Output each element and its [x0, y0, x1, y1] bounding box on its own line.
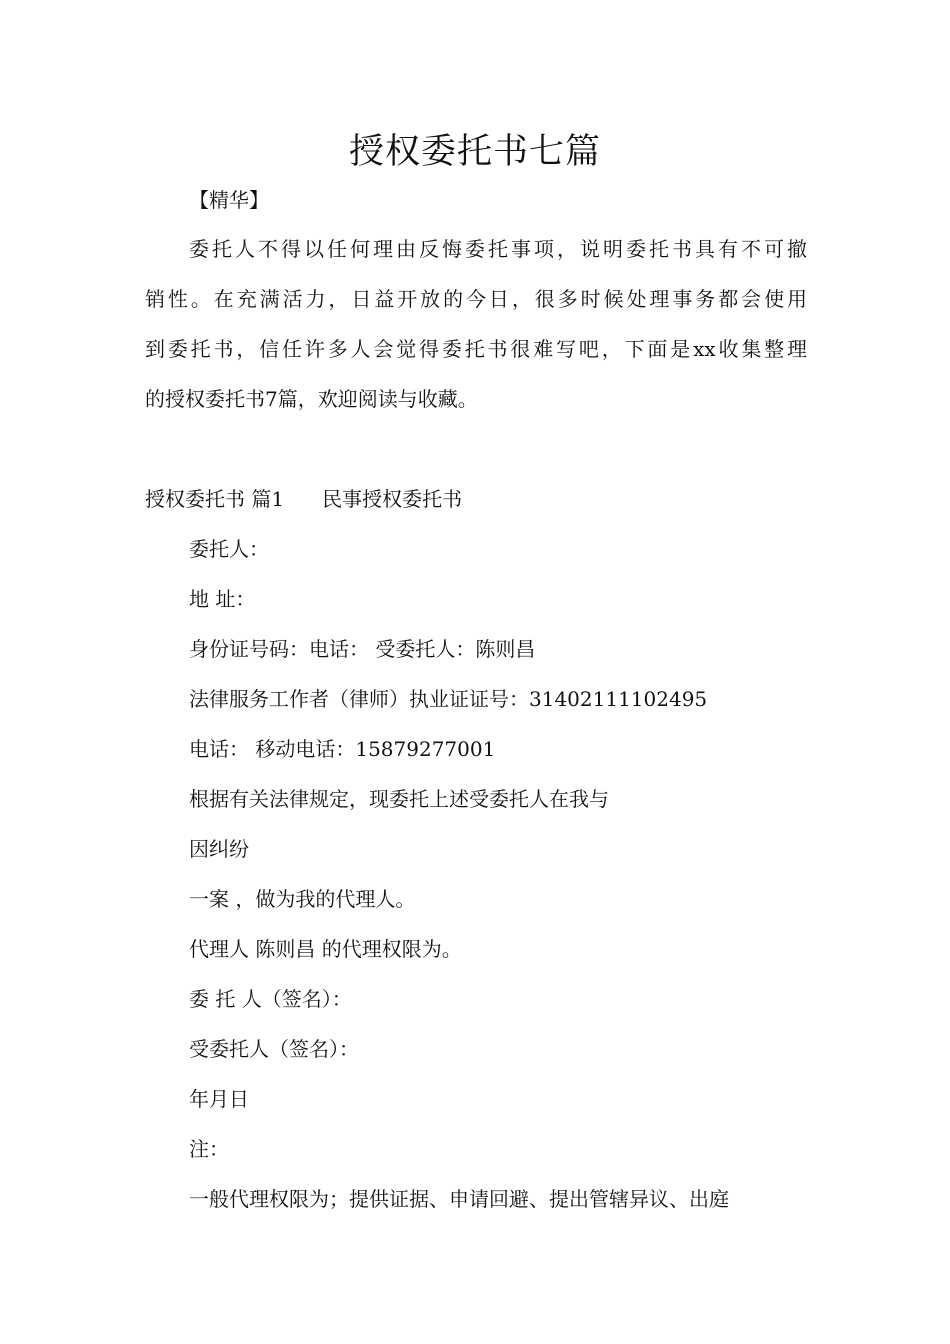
intro-line: 销性。在充满活力，日益开放的今日，很多时候处理事务都会使用	[145, 287, 807, 311]
legal-basis-line: 根据有关法律规定，现委托上述受委托人在我与	[189, 787, 609, 811]
section-heading: 授权委托书 篇1	[145, 487, 285, 511]
document-title: 授权委托书七篇	[348, 132, 601, 172]
agent-signature-line: 受委托人（签名）：	[189, 1037, 359, 1061]
section-heading-row	[145, 484, 462, 514]
authority-line: 代理人 陈则昌 的代理权限为。	[189, 937, 462, 961]
license-line: 法律服务工作者（律师）执业证证号：31402111102495	[189, 687, 708, 711]
intro-line: 的授权委托书7篇，欢迎阅读与收藏。	[145, 387, 478, 411]
intro-line: 委托人不得以任何理由反悔委托事项，说明委托书具有不可撤	[189, 237, 807, 261]
date-line: 年月日	[189, 1087, 249, 1111]
phone-line: 电话： 移动电话：15879277001	[189, 737, 496, 761]
intro-line: 到委托书，信任许多人会觉得委托书很难写吧，下面是xx收集整理	[145, 337, 807, 361]
id-phone-agent-line: 身份证号码：电话： 受委托人：陈则昌	[189, 637, 536, 661]
note-label: 注：	[189, 1137, 229, 1161]
section-subheading: 民事授权委托书	[322, 487, 463, 511]
address-line: 地 址：	[189, 587, 256, 611]
note-text: 一般代理权限为；提供证据、申请回避、提出管辖异议、出庭	[189, 1187, 729, 1211]
essence-tag: 【精华】	[189, 188, 269, 212]
case-line: 一案 ，做为我的代理人。	[189, 887, 416, 911]
principal-line: 委托人：	[189, 537, 269, 561]
dispute-line: 因纠纷	[189, 837, 249, 861]
principal-signature-line: 委 托 人（签名）：	[189, 987, 352, 1011]
